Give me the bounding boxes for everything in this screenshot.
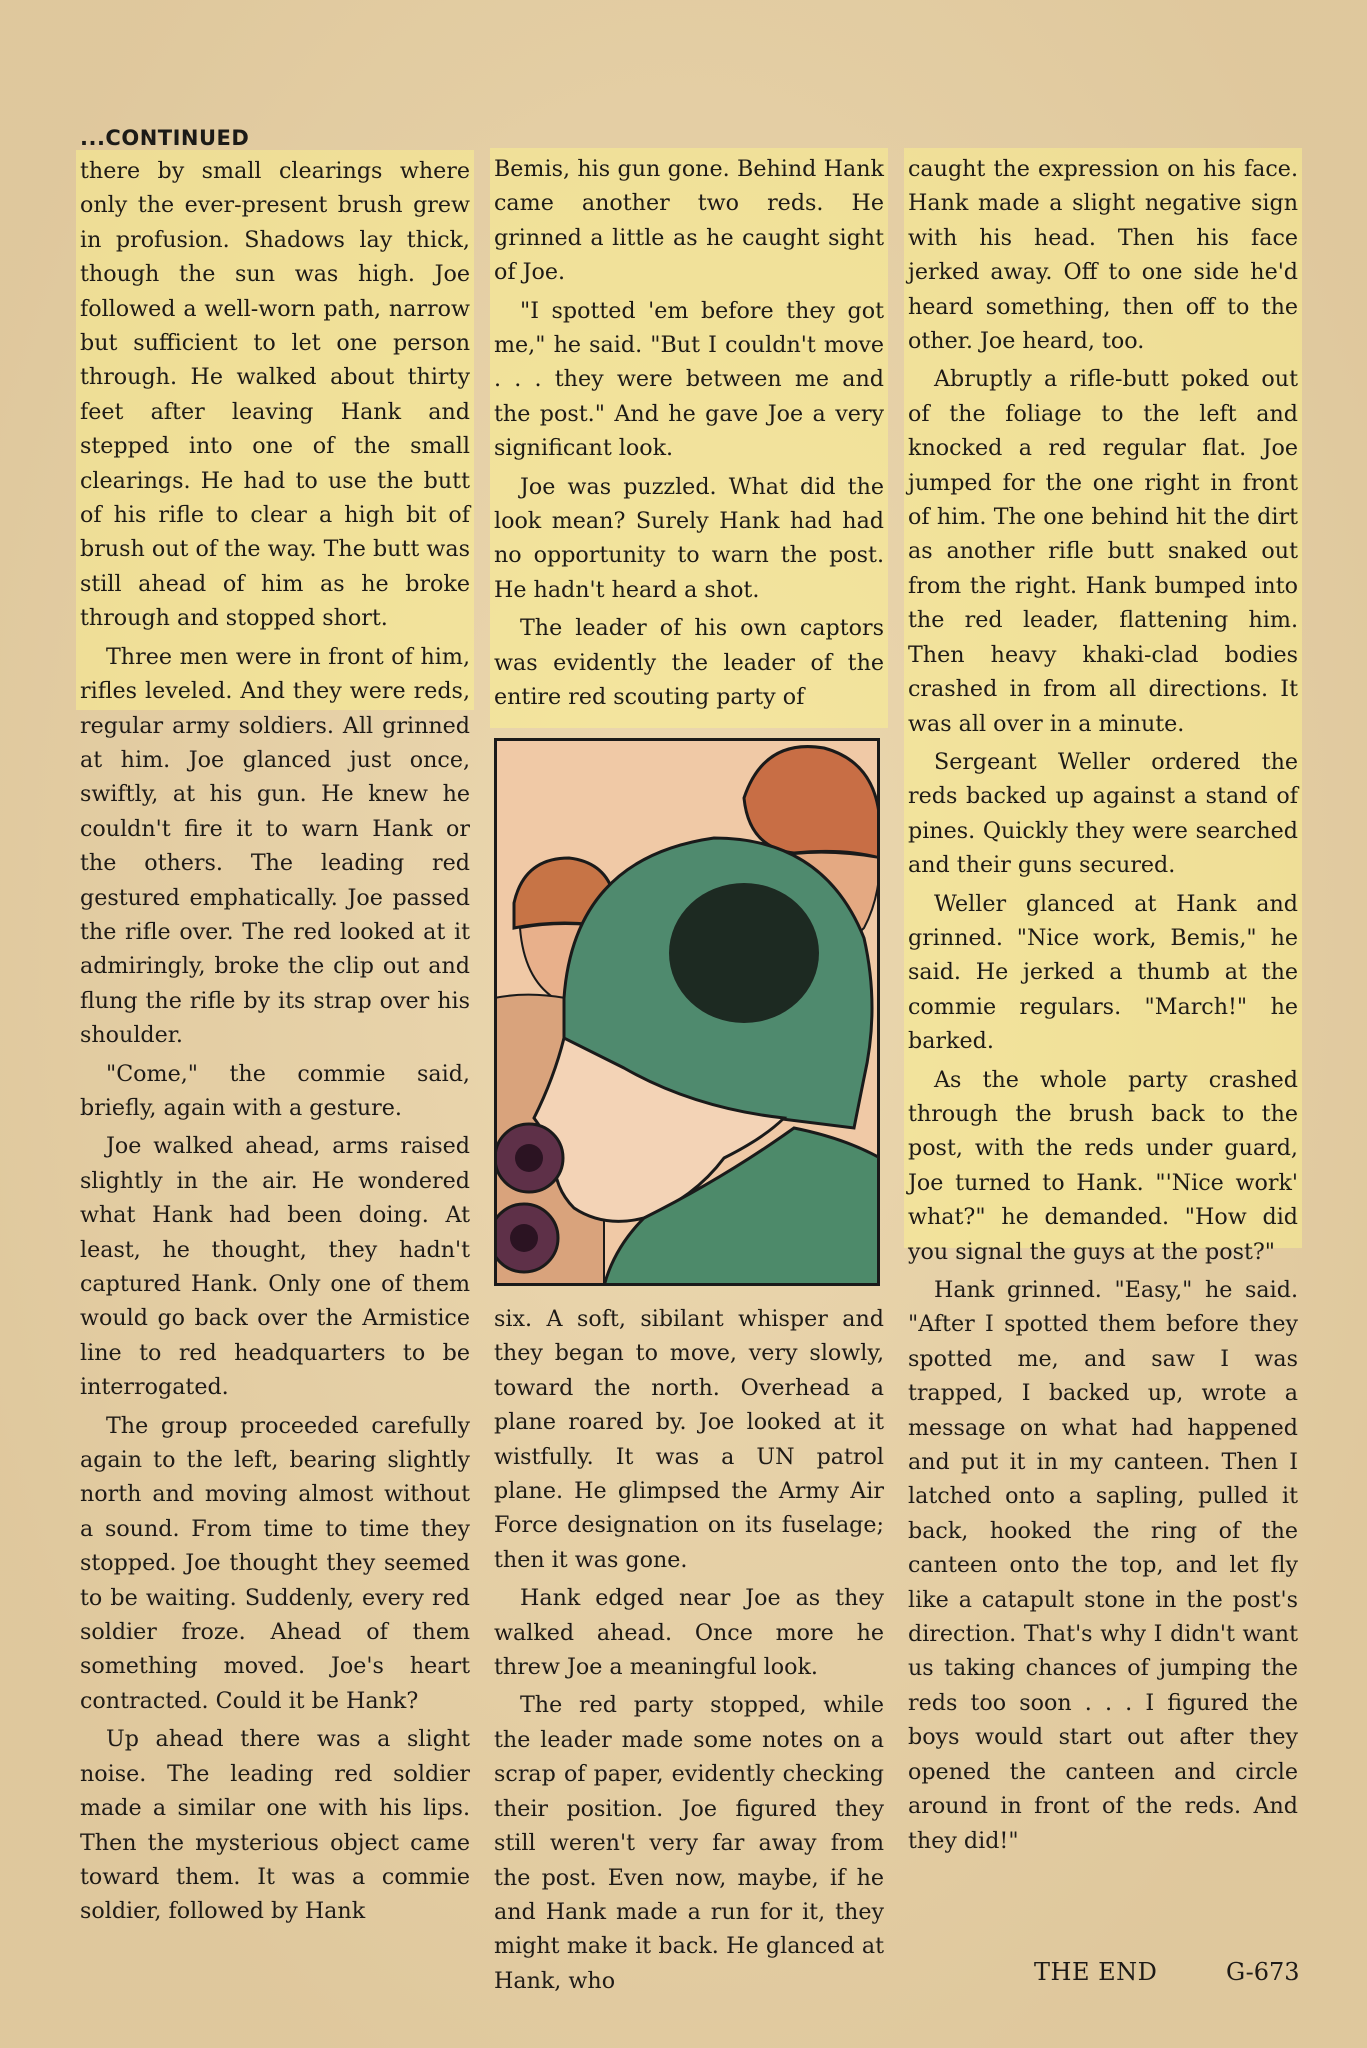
paragraph: Weller glanced at Hank and grinned. "Nice work, Bemis," he said. He jerked a thumb at the commie regulars. "March!" he barked.: [908, 890, 1298, 1055]
text-column-2-bottom: [494, 1302, 884, 1998]
panel-border: [494, 738, 880, 1286]
paragraph: The group proceeded carefully again to the left, bearing slightly north and moving almost without a sound. From time to time they stopped. Joe thought they seemed to be waiting. Suddenly, every red soldier froze. Ahead of them something moved. Joe's heart contracted. Could it be Hank?: [80, 1412, 470, 1714]
text-column-3: [908, 152, 1298, 1858]
paragraph: caught the expression on his face. Hank made a slight negative sign with his head. Then his face jerked away. Off to one side he'd heard something, then off to the other. Joe heard, too.: [908, 156, 1298, 355]
the-end-label: THE END: [1034, 1958, 1158, 1986]
paragraph: Sergeant Weller ordered the reds backed up against a stand of pines. Quickly they were searched and their guns secured.: [908, 748, 1298, 879]
text-column-1: [80, 154, 470, 1929]
paragraph: Three men were in front of him, rifles leveled. And they were reds, regular army soldiers. All grinned at him. Joe glanced just once, swiftly, at his gun. He knew he couldn't fire it to warn Hank or the others. The leading red gestured emphatically. Joe passed the rifle over. The red looked at it admiringly, broke the clip out and flung the rifle by its strap over his shoulder.: [80, 643, 470, 1049]
paragraph: "Come," the commie said, briefly, again with a gesture.: [80, 1060, 470, 1121]
paragraph: Up ahead there was a slight noise. The leading red soldier made a similar one with his lips. Then the mysterious object came toward them. It was a commie soldier, followed by Hank: [80, 1726, 470, 1925]
paragraph: The red party stopped, while the leader made some notes on a scrap of paper, evidently checking their position. Joe figured they still weren't very far away from the post. Even now, maybe, if he and Hank made a run for it, they might make it back. He glanced at Hank, who: [494, 1692, 884, 1994]
paragraph: Bemis, his gun gone. Behind Hank came another two reds. He grinned a little as he caught sight of Joe.: [494, 156, 884, 286]
continued-label: ...CONTINUED: [80, 126, 250, 150]
paragraph: six. A soft, sibilant whisper and they began to move, very slowly, toward the north. Overhead a plane roared by. Joe looked at it wistfully. It was a UN patrol plane. He glimpsed the Army Air Force designation on its fuselage; then it was gone.: [494, 1306, 884, 1573]
paragraph: Hank grinned. "Easy," he said. "After I spotted them before they spotted me, and saw I was trapped, I backed up, wrote a message on what had happened and put it in my canteen. Then I latched onto a sapling, pulled it back, hooked the ring of the canteen onto the top, and let fly like a catapult stone in the post's direction. That's why I didn't want us taking chances of jumping the reds too soon . . . I figured the boys would start out after they opened the canteen and circle around in front of the reds. And they did!": [908, 1277, 1298, 1854]
paragraph: Joe was puzzled. What did the look mean? Surely Hank had had no opportunity to warn the post. He hadn't heard a shot.: [494, 473, 884, 603]
paragraph: there by small clearings where only the ever-present brush grew in profusion. Shadows lay thick, though the sun was high. Joe followed a well-worn path, narrow but sufficient to let one person through. He walked about thirty feet after leaving Hank and stepped into one of the small clearings. He had to use the butt of his rifle to clear a high bit of brush out of the way. The butt was still ahead of him as he broke through and stopped short.: [80, 158, 470, 632]
paragraph: As the whole party crashed through the brush back to the post, with the reds under guard, Joe turned to Hank. "'Nice work' what?" he demanded. "How did you signal the guys at the post?": [908, 1066, 1298, 1265]
paragraph: The leader of his own captors was evidently the leader of the entire red scouting party of: [494, 615, 884, 711]
paragraph: Abruptly a rifle-butt poked out of the foliage to the left and knocked a red regular flat. Joe jumped for the one right in front of him. The one behind hit the dirt as another rifle butt snaked out from the right. Hank bumped into the red leader, flattening him. Then heavy khaki-clad bodies crashed in from all directions. It was all over in a minute.: [908, 366, 1298, 737]
paragraph: "I spotted 'em before they got me," he said. "But I couldn't move . . . they were between me and the post." And he gave Joe a very significant look.: [494, 297, 884, 462]
paragraph: Joe walked ahead, arms raised slightly in the air. He wondered what Hank had been doing. At least, he thought, they hadn't captured Hank. Only one of them would go back over the Armistice line to red headquarters to be interrogated.: [80, 1133, 470, 1401]
story-code: G-673: [1226, 1958, 1300, 1986]
text-column-2-top: [494, 152, 884, 715]
paragraph: Hank edged near Joe as they walked ahead. Once more he threw Joe a meaningful look.: [494, 1585, 884, 1681]
